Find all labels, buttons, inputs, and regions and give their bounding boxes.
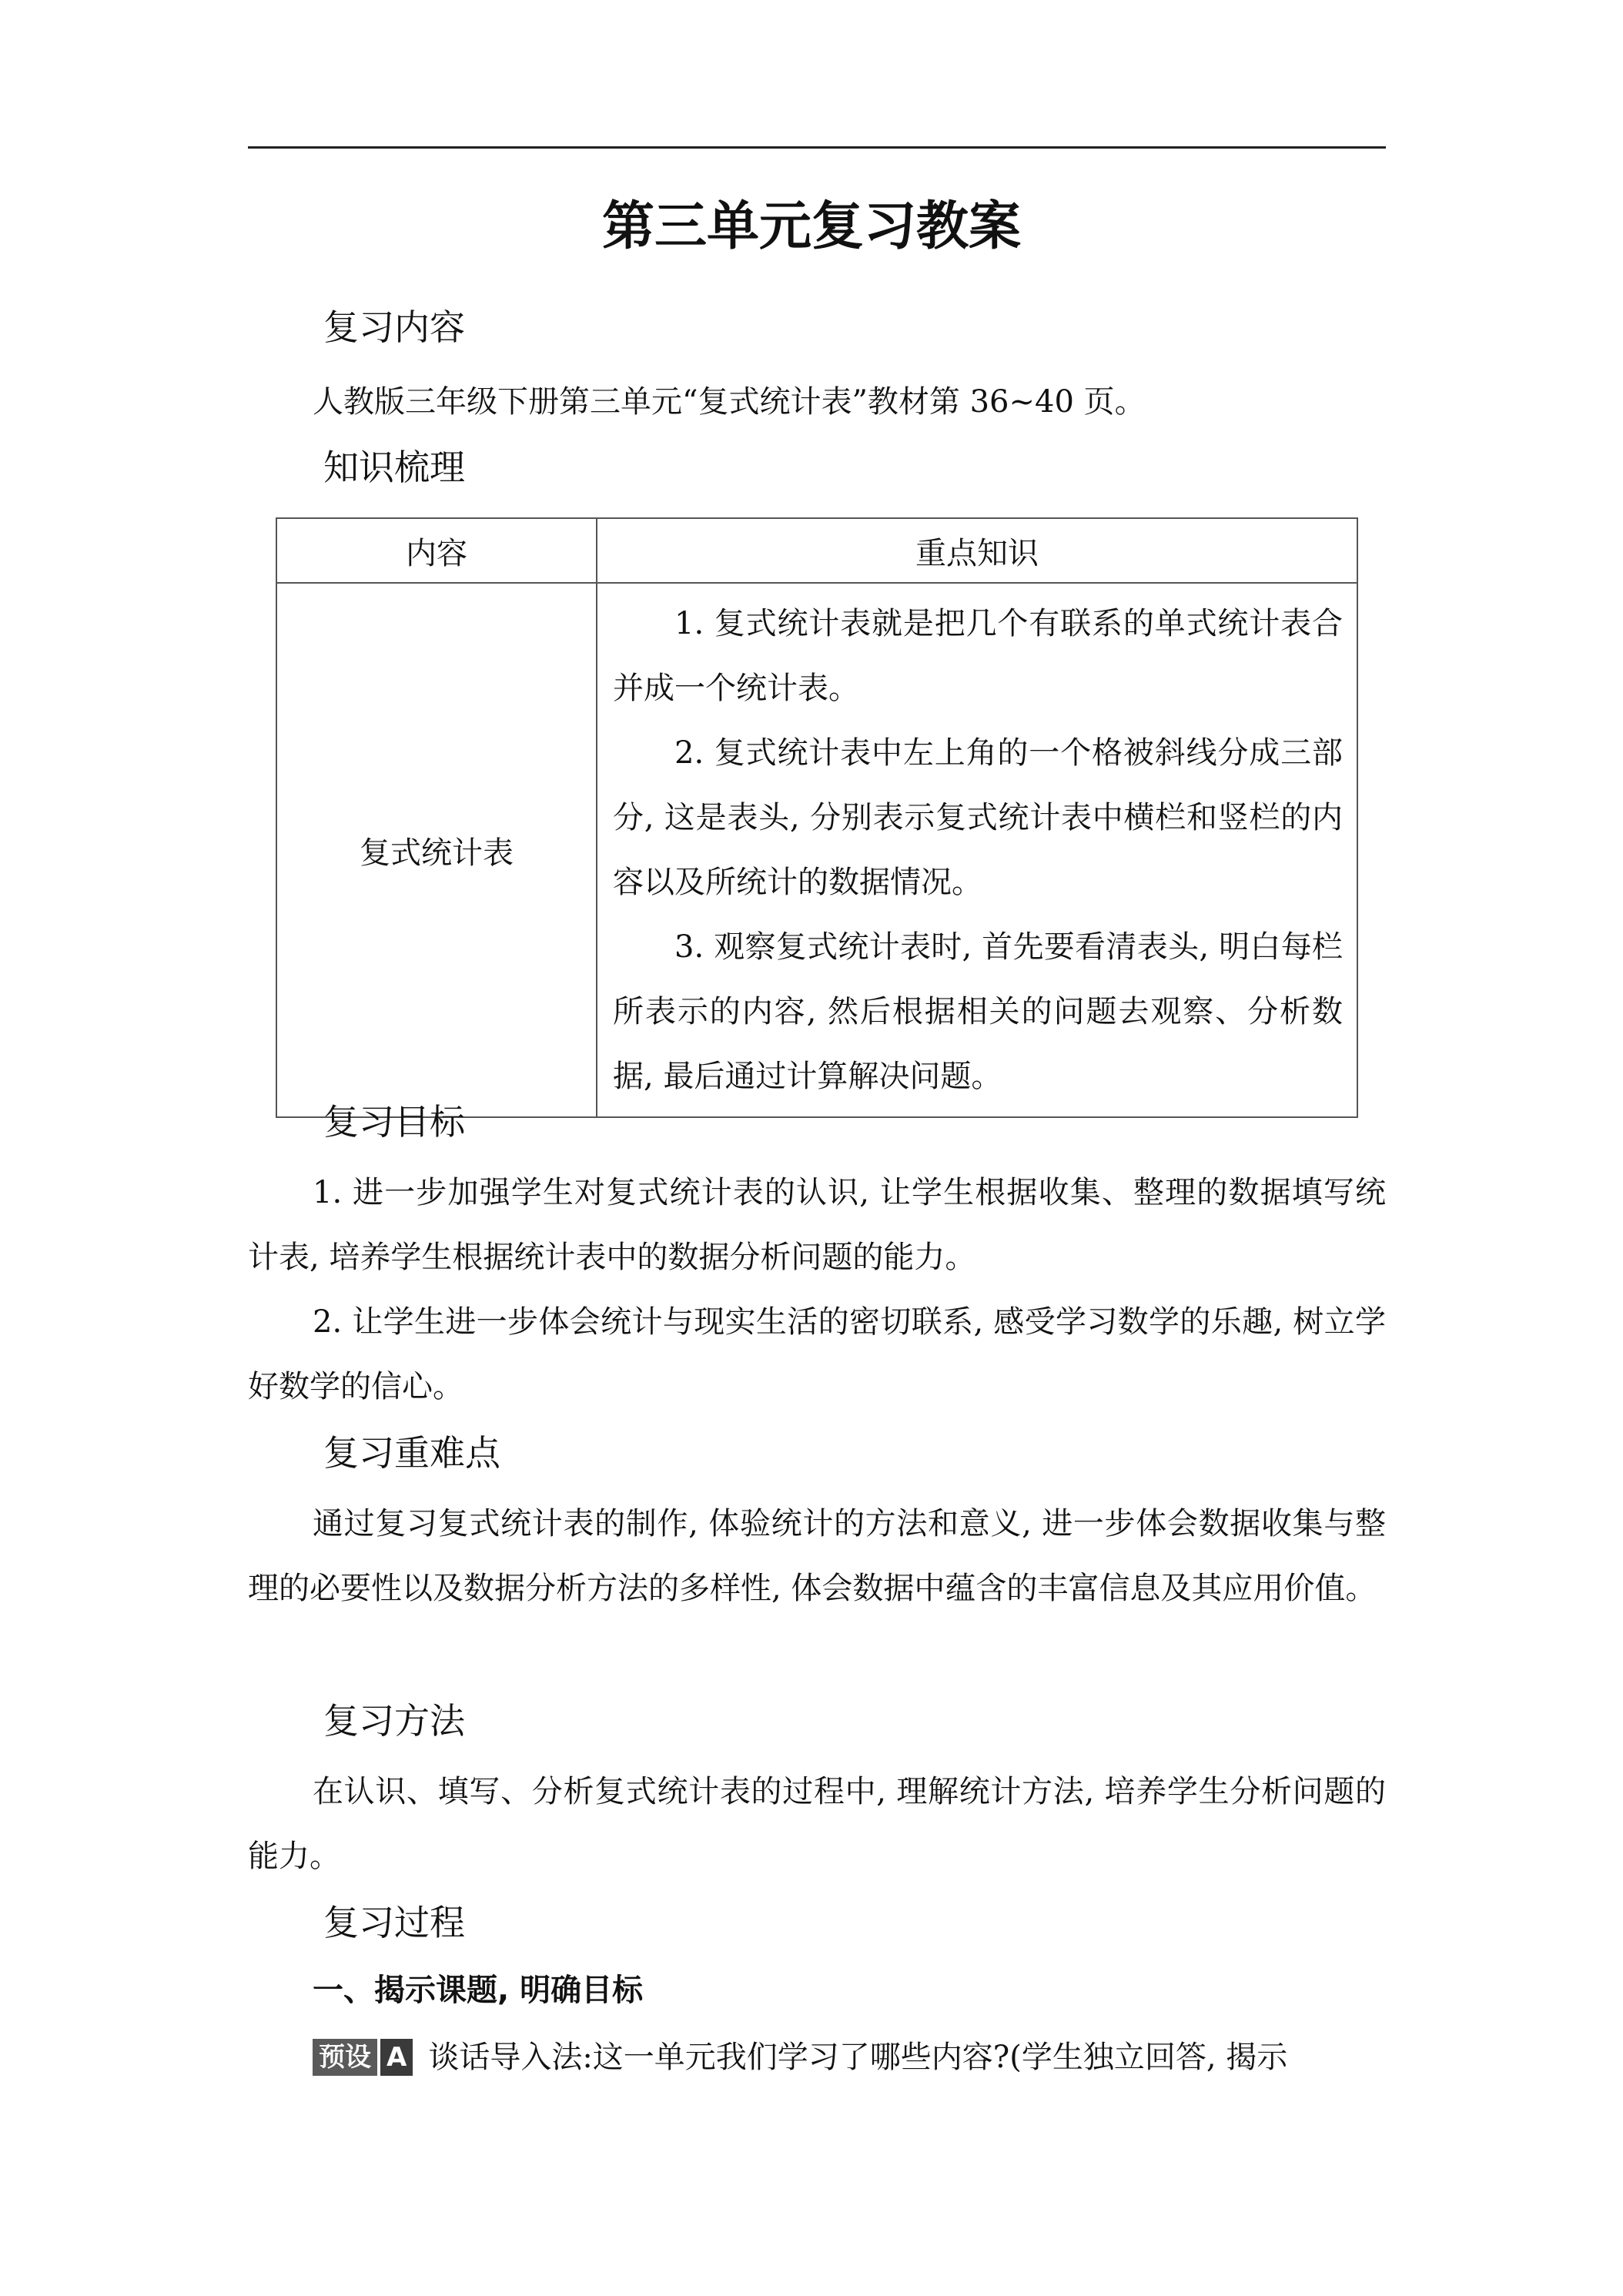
heading-goals: 复习目标: [323, 1101, 465, 1143]
process-step-title: 一、揭示课题, 明确目标: [313, 1973, 644, 2008]
goal-item: 1. 进一步加强学生对复式统计表的认识, 让学生根据收集、整理的数据填写统计表, 培养学生根据统计表中的数据分析问题的能力。: [248, 1175, 1386, 1275]
heading-method: 复习方法: [323, 1700, 465, 1742]
preset-line: [313, 2025, 1386, 2090]
key-points-text: 通过复习复式统计表的制作, 体验统计的方法和意义, 进一步体会数据收集与整理的必要性以及数据分析方法的多样性, 体会数据中蕴含的丰富信息及其应用价值。: [248, 1506, 1386, 1606]
review-content-text: 人教版三年级下册第三单元“复式统计表”教材第 36~40 页。: [313, 384, 1146, 420]
knowledge-point: 3. 观察复式统计表时, 首先要看清表头, 明白每栏所表示的内容, 然后根据相关的问题去观察、分析数据, 最后通过计算解决问题。: [613, 929, 1343, 1094]
page-title: 第三单元复习教案: [601, 196, 1021, 257]
knowledge-point: 1. 复式统计表就是把几个有联系的单式统计表合并成一个统计表。: [613, 606, 1343, 706]
heading-process: 复习过程: [323, 1902, 465, 1943]
header-rule: [248, 146, 1386, 149]
heading-key-points: 复习重难点: [323, 1432, 500, 1474]
heading-review-content: 复习内容: [323, 306, 465, 348]
knowledge-table: [276, 517, 1358, 1118]
method-text: 在认识、填写、分析复式统计表的过程中, 理解统计方法, 培养学生分析问题的能力。: [248, 1774, 1386, 1874]
table-row: [276, 583, 1357, 1117]
preset-text: 谈话导入法:这一单元我们学习了哪些内容?(学生独立回答, 揭示: [428, 2040, 1288, 2075]
table-header-row: [276, 518, 1357, 583]
preset-badge: 预设: [313, 2039, 377, 2076]
preset-letter-badge: A: [380, 2039, 413, 2076]
goal-item: 2. 让学生进一步体会统计与现实生活的密切联系, 感受学习数学的乐趣, 树立学好数学的信心。: [248, 1304, 1386, 1404]
heading-knowledge: 知识梳理: [323, 447, 465, 488]
knowledge-point: 2. 复式统计表中左上角的一个格被斜线分成三部分, 这是表头, 分别表示复式统计表中横栏和竖栏的内容以及所统计的数据情况。: [613, 735, 1343, 900]
table-header-key-points: 重点知识: [597, 518, 1357, 583]
table-cell-points: [597, 583, 1357, 1117]
table-cell-topic: 复式统计表: [276, 583, 597, 1117]
table-header-content: 内容: [276, 518, 597, 583]
